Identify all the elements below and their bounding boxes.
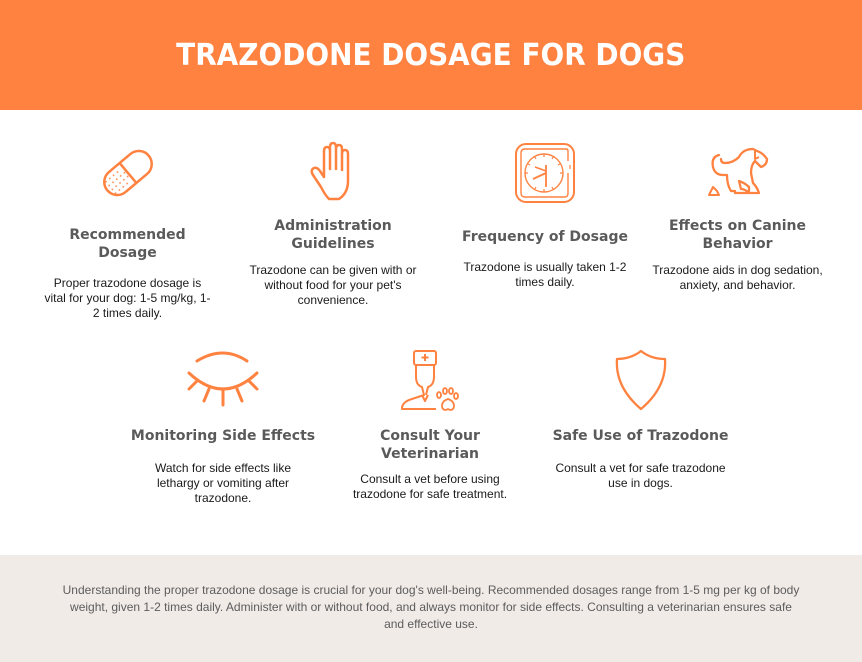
card-safe-use xyxy=(548,345,733,491)
dog-icon xyxy=(698,138,778,208)
shield-icon xyxy=(601,345,681,415)
card-recommended-dosage xyxy=(40,138,215,321)
card-description: Watch for side effects like lethargy or vomiting after trazodone. xyxy=(154,461,292,505)
card-description: Trazodone can be given with or without food for your pet's convenience. xyxy=(249,263,417,307)
veterinarian-icon xyxy=(390,345,470,415)
card-title: Consult Your Veterinarian xyxy=(380,428,480,462)
card-description: Trazodone is usually taken 1-2 times daily. xyxy=(463,260,627,289)
card-title: Monitoring Side Effects xyxy=(130,428,316,444)
card-administration-guidelines xyxy=(243,138,423,308)
card-effects-canine-behavior xyxy=(645,138,830,293)
card-title: Recommended Dosage xyxy=(69,227,186,261)
page-title: TRAZODONE DOSAGE FOR DOGS xyxy=(176,37,686,73)
card-consult-veterinarian xyxy=(340,345,520,502)
card-description: Consult a vet for safe trazodone use in dogs. xyxy=(555,461,726,490)
card-frequency-of-dosage xyxy=(455,138,635,290)
footer-text: Understanding the proper trazodone dosage is crucial for your dog's well-being. Recommended dosages range from 1-5 mg per kg of body weight, given 1-2 times daily. Administer with or without food, and always monitor for side effects. Consulting a veterinarian ensures safe and effective use. xyxy=(62,583,800,631)
clock-icon xyxy=(505,138,585,208)
card-monitoring-side-effects xyxy=(128,345,318,506)
header-banner xyxy=(0,0,862,110)
card-title: Frequency of Dosage xyxy=(462,229,628,245)
pill-capsule-icon xyxy=(88,138,168,208)
card-title: Safe Use of Trazodone xyxy=(552,428,729,444)
raised-hand-icon xyxy=(293,138,373,208)
card-description: Proper trazodone dosage is vital for your dog: 1-5 mg/kg, 1-2 times daily. xyxy=(44,276,211,320)
card-title: Effects on Canine Behavior xyxy=(668,218,806,252)
footer-summary xyxy=(0,555,862,662)
card-title: Administration Guidelines xyxy=(274,218,392,252)
card-description: Consult a vet before using trazodone for safe treatment. xyxy=(352,472,508,501)
closed-eye-icon xyxy=(183,345,263,415)
card-description: Trazodone aids in dog sedation, anxiety, and behavior. xyxy=(652,263,823,292)
